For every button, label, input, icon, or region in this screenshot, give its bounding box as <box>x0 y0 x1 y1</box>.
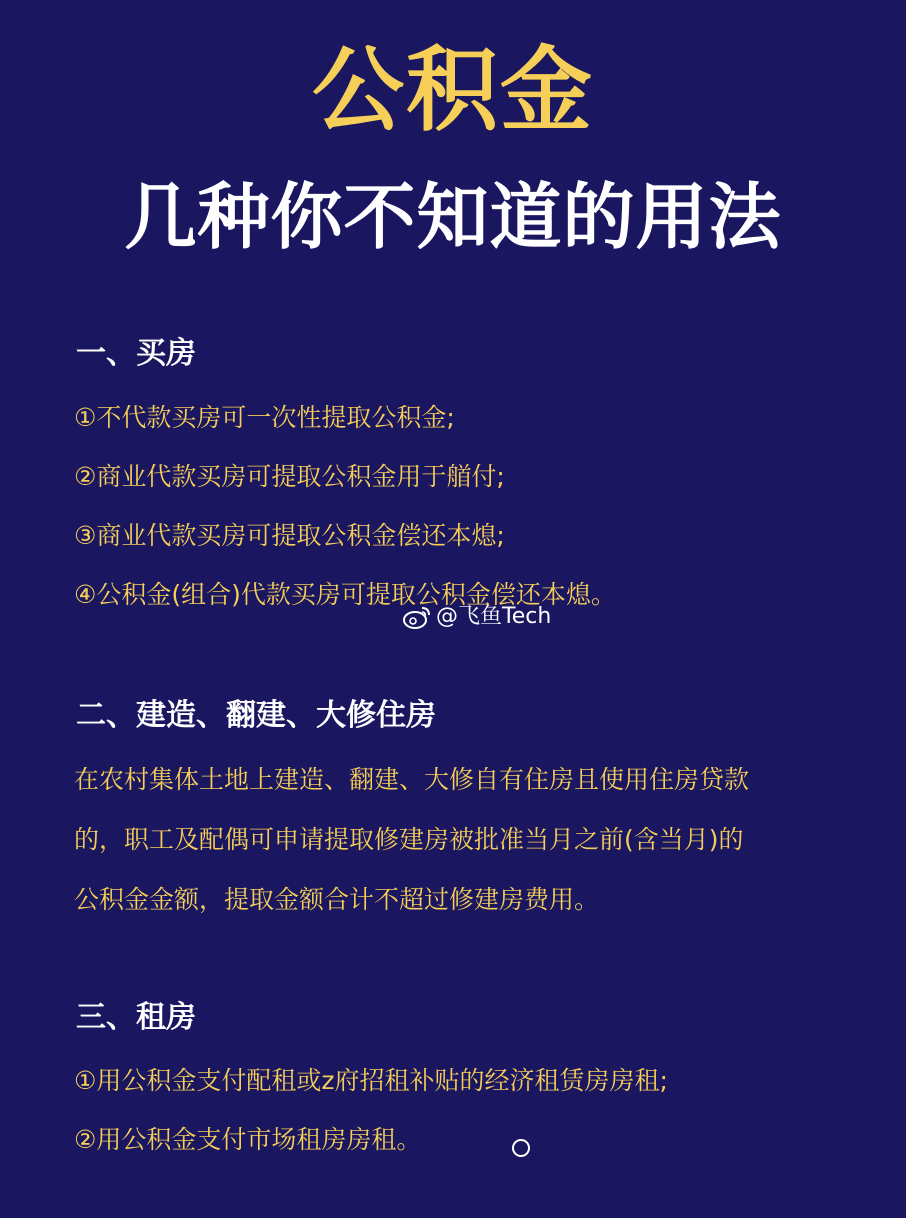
watermark <box>402 604 551 630</box>
section-heading-build-house: 二、建造、翻建、大修住房 <box>76 698 436 733</box>
page-edge-right <box>906 0 912 1228</box>
section-heading-rent-house: 三、租房 <box>76 1000 196 1035</box>
list-item: ②商业代款买房可提取公积金用于艏付; <box>74 462 505 491</box>
poster-title: 公积金 <box>311 37 594 144</box>
weibo-icon <box>402 604 432 630</box>
section-heading-buy-house: 一、买房 <box>76 336 196 371</box>
paragraph-line: 公积金金额，提取金额合计不超过修建房费用。 <box>74 885 600 914</box>
decorative-circle <box>512 1139 530 1157</box>
list-item: ①不代款买房可一次性提取公积金; <box>74 403 455 432</box>
list-item: ④公积金(组合)代款买房可提取公积金偿还本熄。 <box>74 580 616 609</box>
list-item: ③商业代款买房可提取公积金偿还本熄; <box>74 521 505 550</box>
poster-subtitle: 几种你不知道的用法 <box>124 175 782 259</box>
page-edge-bottom <box>0 1218 912 1228</box>
paragraph-line: 的，职工及配偶可申请提取修建房被批准当月之前(含当月)的 <box>74 825 744 854</box>
paragraph-line: 在农村集体土地上建造、翻建、大修自有住房且使用住房贷款 <box>74 765 750 794</box>
list-item: ②用公积金支付市场租房房租。 <box>74 1125 422 1154</box>
watermark-text: @飞鱼Tech <box>436 604 552 629</box>
list-item: ①用公积金支付配租或z府招租补贴的经济租赁房房租; <box>74 1066 668 1095</box>
section-paragraph <box>74 750 864 930</box>
